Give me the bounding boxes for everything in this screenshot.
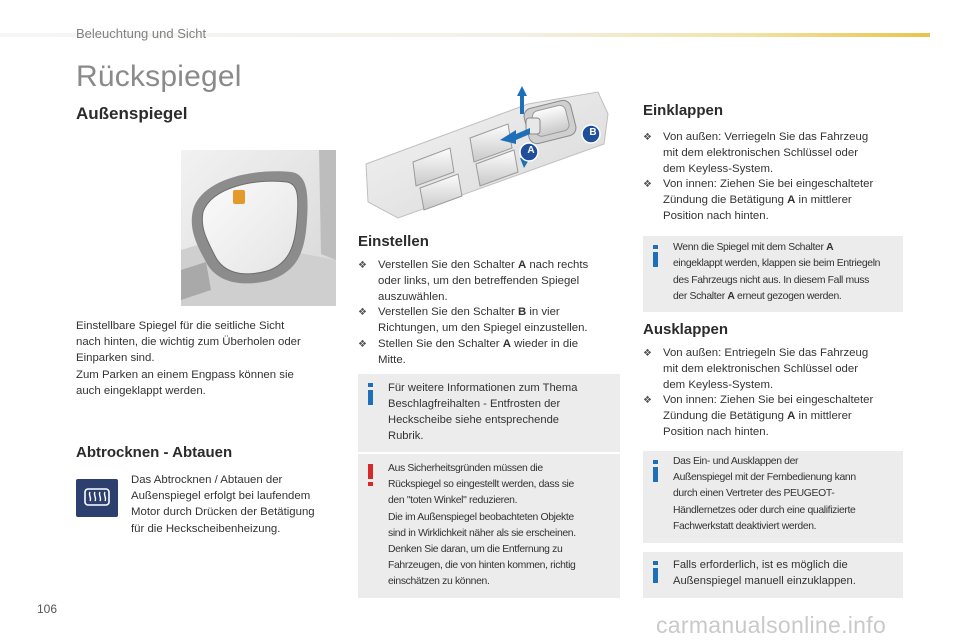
text-line: für die Heckscheibenheizung. [131,522,281,535]
info-box-einklappen: Wenn die Spiegel mit dem Schalter A eingeklappt werden, klappen sie beim Entriegeln des Fahrzeugs nicht aus. In diesem Fall muss der Schalter A erneut gezogen werden. [643,236,903,312]
info-box-ausklappen-2: Falls erforderlich, ist es möglich die Außenspiegel manuell einzuklappen. [643,552,903,598]
ausklappen-list [643,346,908,441]
bullet-icon: ❖ [643,348,652,359]
bullet-icon: ❖ [643,179,652,191]
watermark: carmanualsonline.info [656,612,887,638]
heading-einklappen: Einklappen [643,102,724,119]
label-a: A [527,145,535,156]
abtrocknen-text [131,472,341,537]
bullet-icon: ❖ [358,338,367,350]
page-number: 106 [37,602,58,616]
text-line: Zum Parken an einem Engpass können sie [76,368,294,381]
text-line: nach hinten, die wichtig zum Überholen oder [76,336,301,349]
bullet-icon: ❖ [358,260,367,271]
label-b: B [589,127,597,138]
heading-ausklappen: Ausklappen [643,321,729,338]
info-icon [366,383,376,405]
heading-aussenspiegel: Außenspiegel [76,104,188,123]
heading-abtrocknen: Abtrocknen - Abtauen [76,444,233,461]
einstellen-list [358,258,620,369]
aussenspiegel-text [76,318,336,399]
info-icon [651,245,661,267]
list-item: ❖ Von innen: Ziehen Sie bei eingeschalteter Zündung die Betätigung A in mittlerer Position nach hinten. [643,178,874,222]
einklappen-list [643,130,908,225]
list-item: ❖ Stellen Sie den Schalter A wieder in die Mitte. [358,337,579,366]
text-line: Außenspiegel erfolgt bei laufendem [131,490,311,503]
list-item: ❖ Verstellen Sie den Schalter B in vier Richtungen, um den Spiegel einzustellen. [358,306,588,335]
info-box-einstellen: Für weitere Informationen zum Thema Beschlagfreihalten - Entfrosten der Heckscheibe siehe entsprechende Rubrik. [358,374,620,452]
list-item: ❖ Von außen: Verriegeln Sie das Fahrzeug mit dem elektronischen Schlüssel oder dem Keyless-System. [643,131,869,175]
text-line: auch eingeklappt werden. [76,384,206,397]
rear-defrost-icon [76,479,118,517]
bullet-icon: ❖ [643,395,652,407]
text-line: Einstellbare Spiegel für die seitliche Sicht [76,320,285,332]
mirror-switch-illustration [358,84,620,222]
text-line: Motor durch Drücken der Betätigung [131,506,315,519]
text-line: Das Abtrocknen / Abtauen der [131,474,283,486]
heading-einstellen: Einstellen [358,233,429,250]
info-icon [651,460,661,482]
warning-box: Aus Sicherheitsgründen müssen die Rückspiegel so eingestellt werden, dass sie den "toten Winkel" reduzieren. Die im Außenspiegel beobachteten Objekte sind in Wirklichkeit näher als sie erscheinen. Denken Sie daran, um die Entfernung zu Fahrzeugen, die von hinten kommen, richtig einschätzen zu können. [358,454,620,598]
list-item: ❖ Von innen: Ziehen Sie bei eingeschalteter Zündung die Betätigung A in mittlerer Position nach hinten. [643,394,874,438]
text-line: Einparken sind. [76,352,155,365]
page-title: Rückspiegel [76,60,242,93]
info-box-ausklappen-1: Das Ein- und Ausklappen der Außenspiegel mit der Fernbedienung kann durch einen Vertreter des PEUGEOT- Händlernetzes oder durch eine qualifizierte Fachwerkstatt deaktiviert werden. [643,451,903,543]
list-item: ❖ Verstellen Sie den Schalter A nach rechts oder links, um den betreffenden Spiegel auszuwählen. [358,259,589,303]
warning-icon [366,464,376,486]
section-title: Beleuchtung und Sicht [76,26,207,41]
bullet-icon: ❖ [358,307,367,319]
list-item: ❖ Von außen: Entriegeln Sie das Fahrzeug mit dem elektronischen Schlüssel oder dem Keyless-System. [643,347,869,391]
info-icon [651,561,661,583]
mirror-illustration [181,150,336,306]
bullet-icon: ❖ [643,132,652,143]
